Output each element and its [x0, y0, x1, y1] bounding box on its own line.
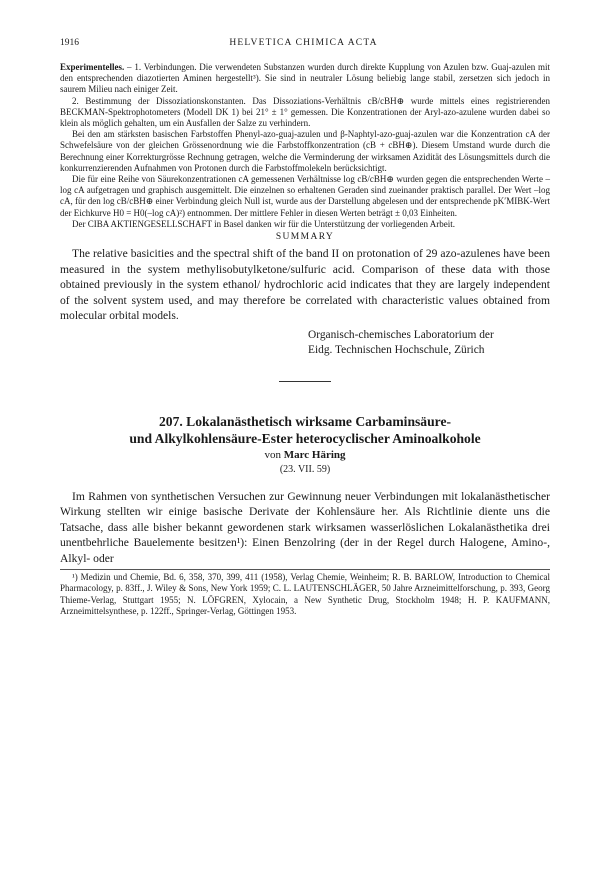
summary-text: The relative basicities and the spectral shift of the band II on protonation of 29 azo-azulenes have been measured in the system methylisobutylketone/sulfuric acid. Comparison of these data with those obtained previously in the system ethanol/ hydrochloric acid indicates that they are largely independent of the solvent system used, and may therefore be correlated with characteristic values obtained from molecular orbital models.	[60, 247, 550, 323]
page	[60, 38, 550, 618]
author-name: Marc Häring	[283, 449, 346, 462]
footnote-area	[60, 569, 550, 618]
experimental-paragraph-4: Die für eine Reihe von Säurekonzentrationen cA gemessenen Verhältnisse log cB/cBH⊕ wurden gegen die entsprechenden Werte –log cA aufgetragen und graphisch ausgemittelt. Die einzelnen so erhaltenen Geraden sind zueinander praktisch parallel. Der Wert –log cA, für den log cB/cBH⊕ einer Verbindung gleich Null ist, wurde aus der Darstellung abgelesen und der entsprechende pK′MIBK-Wert der Eichkurve H0 = H0(–log cA)²) entnommen. Der mittlere Fehler in diesen Werten beträgt ± 0,03 Einheiten.	[60, 174, 550, 218]
body-paragraph: Im Rahmen von synthetischen Versuchen zur Gewinnung neuer Verbindungen mit lokalanästhetischer Wirkung stellten wir einige basische Derivate der Kohlensäure her. Als Richtlinie diente uns die Tatsache, dass alle bisher bekannt gewordenen stark wirksamen wasserlöslichen Lokalanästhetika drei unentbehrliche Bauelemente besitzen¹): Einen Benzolring (der in der Regel durch Halogene, Amino-, Alkyl- oder	[60, 490, 550, 565]
article-title	[60, 413, 550, 447]
page-number: 1916	[60, 38, 79, 48]
affiliation-line-1: Organisch-chemisches Laboratorium der	[308, 329, 494, 342]
summary-section	[60, 246, 550, 324]
experimental-paragraph-3: Bei den am stärksten basischen Farbstoffen Phenyl-azo-guaj-azulen und β-Naphtyl-azo-guaj-azulen war die Konzentration cA der Schwefelsäure von der gleichen Grössenordnung wie die Farbstoffkonzentration (cB + cBH⊕). Diesem Umstand wurde durch die Berechnung einer Korrekturgrösse Rechnung getragen, welche die Verminderung der wirksamen Azidität des Lösungsmittels durch die konkurrenzierenden Aufnahmen von Protonen durch die Farbstoffmolekeln berücksichtigt.	[60, 129, 550, 173]
article-title-line-2: und Alkylkohlensäure-Ester heterocyclischer Aminoalkohole	[129, 431, 481, 447]
experimental-paragraph-1: Experimentelles. – 1. Verbindungen. Die verwendeten Substanzen wurden durch direkte Kupplung von Azulen bzw. Guaj-azulen mit den entsprechenden diazotierten Aminen hergestellt³). Sie sind in neutraler Lösung beliebig lange stabil, zersetzen sich jedoch in saurem Milieu nach einiger Zeit.	[60, 62, 551, 95]
summary-heading: SUMMARY	[275, 232, 335, 243]
article-body	[60, 489, 550, 566]
footnote-1: ¹) Medizin und Chemie, Bd. 6, 358, 370, 399, 411 (1958), Verlag Chemie, Weinheim; R. B. BARLOW, Introduction to Chemical Pharmacology, p. 83ff., J. Wiley & Sons, New York 1959; C. L. LAUTENSCHLÄGER, 50 Jahre Arzneimittelforschung, p. 393, Georg Thieme-Verlag, Stuttgart 1955; N. LÖFGREN, Xylocain, a New Synthetic Drug, Stockholm 1948; H. P. KAUFMANN, Arzneimittelsynthese, p. 122ff., Springer-Verlag, Göttingen 1953.	[60, 572, 550, 617]
section-heading: Experimentelles.	[60, 62, 125, 72]
experimental-paragraph-2: 2. Bestimmung der Dissoziationskonstanten. Das Dissoziations-Verhältnis cB/cBH⊕ wurde mittels eines registrierenden BECKMAN-Spektrophotometers (Modell DK 1) bei 21° ± 1° gemessen. Die Konzentrationen der Aryl-azo-azulene wurden dabei so klein als möglich gehalten, um ein Ausfallen der Salze zu verhindern.	[60, 95, 550, 129]
experimental-section	[60, 62, 550, 230]
affiliation-line-2: Eidg. Technischen Hochschule, Zürich	[308, 344, 485, 357]
article-title-line-1: 207. Lokalanästhetisch wirksame Carbaminsäure-	[158, 414, 452, 430]
acknowledgement: Der CIBA AKTIENGESELLSCHAFT in Basel danken wir für die Unterstützung der vorliegenden Arbeit.	[72, 218, 456, 229]
affiliation	[308, 328, 550, 358]
section-divider	[279, 381, 331, 382]
article-author: von Marc Häring	[264, 449, 346, 462]
article-date: (23. VII. 59)	[279, 464, 331, 476]
journal-name: HELVETICA CHIMICA ACTA	[229, 38, 378, 48]
running-header	[60, 38, 550, 52]
